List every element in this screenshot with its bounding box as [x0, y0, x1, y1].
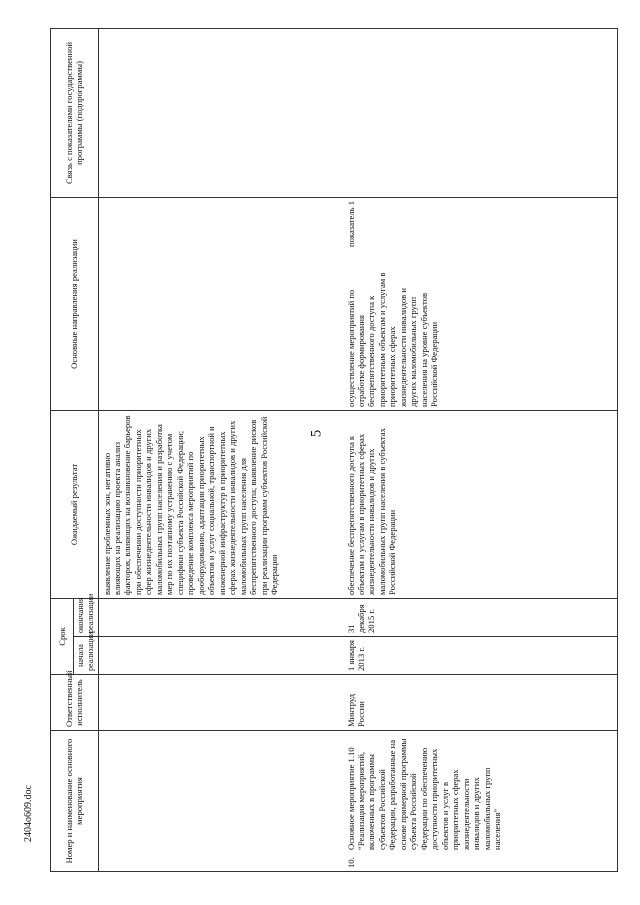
row-end: 31 декабря 2015 г. [343, 598, 618, 636]
row-directions-cell [343, 197, 618, 410]
row-number: 10. [345, 857, 356, 868]
row-start: 1 января 2013 г. [343, 637, 618, 675]
footer-filename: 2404о609.doc [23, 785, 34, 842]
table-container [50, 29, 636, 872]
header-start: начала реализации [74, 637, 99, 675]
header-link: Связь с показателями государственной программы (подпрограммы) [51, 28, 99, 197]
row-result: обеспечение беспрепятственного доступа к объектам и услугам в приоритетных сферах жизнедеятельности инвалидов и других маломобильных групп населения в субъектах Российской Федерации [343, 410, 618, 598]
header-executor: Ответственный исполнитель [51, 675, 99, 731]
header-number-name: Номер и наименование основного мероприятия [51, 731, 99, 872]
row-executor: Минтруд России [343, 675, 618, 731]
row-indicator: показатель 1 [345, 200, 356, 247]
table-row-continuation [98, 28, 343, 871]
header-period: Срок [51, 598, 74, 674]
header-end: окончания реализации [74, 598, 99, 636]
continuation-result: выявление проблемных зон, негативно влияющих на реализацию проекта анализ факторов, влияющих на возникновение барьеров при обеспечении доступности приоритетных сфер жизнедеятельности инвалидов и других маломобильных групп населения и разработка мер по их поэтапному устранению с учетом специфики субъекта Российской Федерации; проведение комплекса мероприятий по дооборудованию, адаптации приоритетных объектов и услуг социальной, транспортной и инженерной инфраструктур в приоритетных сферах жизнедеятельности инвалидов и других маломобильных групп населения для беспрепятственного доступа; выявление рисков при реализации программ субъектов Российской Федерации [98, 410, 343, 598]
header-directions: Основные направления реализации [51, 197, 99, 410]
row-number-name [343, 731, 618, 872]
row-link [343, 28, 618, 197]
header-result: Ожидаемый результат [51, 410, 99, 598]
row-name: Основное мероприятие 1.10 “Реализация мероприятий, включенных в программы субъектов Российской Федерации, разработанные на основе примерной программы субъекта Российской Федерации по обеспечению доступности приоритетных объектов и услуг в приоритетных сферах жизнедеятельности инвалидов и других маломобильных групп населения” [345, 738, 503, 850]
row-directions: осуществление мероприятий по отработке формирования беспрепятственного доступа к приоритетным объектам и услугам в приоритетных сферах жизнедеятельности инвалидов и других маломобильных групп населения на уровне субъектов Российской Федерации [345, 272, 440, 407]
page-number: 5 [308, 429, 325, 438]
measures-table [50, 28, 618, 872]
table-row [343, 28, 618, 871]
